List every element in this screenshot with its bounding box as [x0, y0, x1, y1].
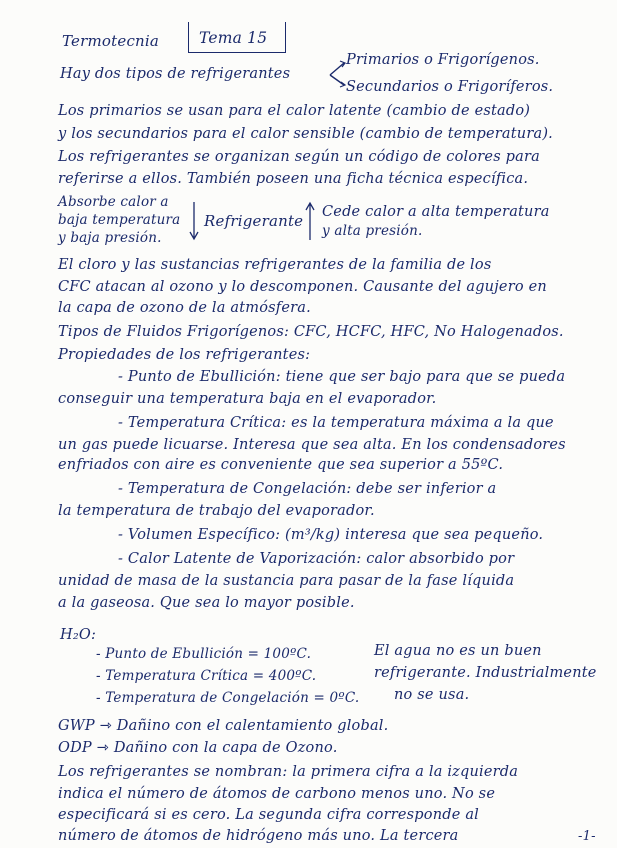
- paragraph3-line: Los refrigerantes se nombran: la primera cifra a la izquierda: [58, 764, 519, 780]
- cycle-center: Refrigerante: [204, 212, 304, 230]
- secondary-type: Secundarios o Frigoríferos.: [346, 79, 554, 95]
- paragraph2-line: la capa de ozono de la atmósfera.: [58, 300, 311, 316]
- paragraph3-line: indica el número de átomos de carbono menos uno. No se: [58, 786, 496, 802]
- topic-title: Tema 15: [199, 29, 268, 47]
- property-line: - Calor Latente de Vaporización: calor absorbido por: [118, 551, 515, 567]
- paragraph1-line: referirse a ellos. También poseen una ficha técnica específica.: [58, 171, 529, 187]
- cycle-right-line: Cede calor a alta temperatura: [322, 204, 550, 220]
- primary-type: Primarios o Frigorígenos.: [346, 52, 540, 68]
- property-line: - Volumen Específico: (m³/kg) interesa que sea pequeño.: [118, 527, 544, 543]
- water-label: H₂O:: [60, 627, 97, 643]
- paragraph3-line: especificará si es cero. La segunda cifra corresponde al: [58, 807, 479, 823]
- water-item: - Temperatura Crítica = 400ºC.: [96, 668, 317, 684]
- types-intro: Hay dos tipos de refrigerantes: [60, 66, 291, 82]
- paragraph3-line: número de átomos de hidrógeno más uno. La tercera: [58, 828, 459, 844]
- gwp-line: GWP ⇾ Dañino con el calentamiento global.: [58, 718, 389, 734]
- property-line: un gas puede licuarse. Interesa que sea alta. En los condensadores: [58, 437, 566, 453]
- property-line: unidad de masa de la sustancia para pasar de la fase líquida: [58, 573, 515, 589]
- water-note-line: El agua no es un buen: [374, 643, 542, 659]
- up-arrow-icon: [304, 200, 316, 242]
- paragraph1-line: y los secundarios para el calor sensible (cambio de temperatura).: [58, 126, 553, 142]
- odp-line: ODP ⇾ Dañino con la capa de Ozono.: [58, 740, 338, 756]
- page-number: -1-: [578, 829, 596, 844]
- property-line: - Punto de Ebullición: tiene que ser bajo para que se pueda: [118, 369, 566, 385]
- paragraph1-line: Los refrigerantes se organizan según un código de colores para: [58, 149, 540, 165]
- water-item: - Punto de Ebullición = 100ºC.: [96, 646, 312, 662]
- cycle-left-line: baja temperatura: [58, 212, 181, 228]
- paragraph1-line: Los primarios se usan para el calor latente (cambio de estado): [58, 103, 531, 119]
- property-line: - Temperatura de Congelación: debe ser inferior a: [118, 481, 497, 497]
- split-arrow-icon: [314, 58, 350, 92]
- water-note-line: refrigerante. Industrialmente: [374, 665, 597, 681]
- property-line: enfriados con aire es conveniente que sea superior a 55ºC.: [58, 457, 504, 473]
- water-note-line: no se usa.: [394, 687, 470, 703]
- property-line: conseguir una temperatura baja en el evaporador.: [58, 391, 437, 407]
- water-item: - Temperatura de Congelación = 0ºC.: [96, 690, 360, 706]
- paragraph2-line: El cloro y las sustancias refrigerantes de la familia de los: [58, 257, 492, 273]
- property-line: - Temperatura Crítica: es la temperatura máxima a la que: [118, 415, 554, 431]
- down-arrow-icon: [188, 200, 200, 242]
- cycle-left-line: y baja presión.: [58, 230, 162, 246]
- properties-heading: Propiedades de los refrigerantes:: [58, 347, 311, 363]
- fluid-types: Tipos de Fluidos Frigorígenos: CFC, HCFC, HFC, No Halogenados.: [58, 324, 564, 340]
- subject-title: Termotecnia: [62, 32, 160, 50]
- cycle-right-line: y alta presión.: [322, 223, 423, 239]
- property-line: a la gaseosa. Que sea lo mayor posible.: [58, 595, 355, 611]
- property-line: la temperatura de trabajo del evaporador.: [58, 503, 375, 519]
- paragraph2-line: CFC atacan al ozono y lo descomponen. Causante del agujero en: [58, 279, 547, 295]
- cycle-left-line: Absorbe calor a: [58, 194, 169, 210]
